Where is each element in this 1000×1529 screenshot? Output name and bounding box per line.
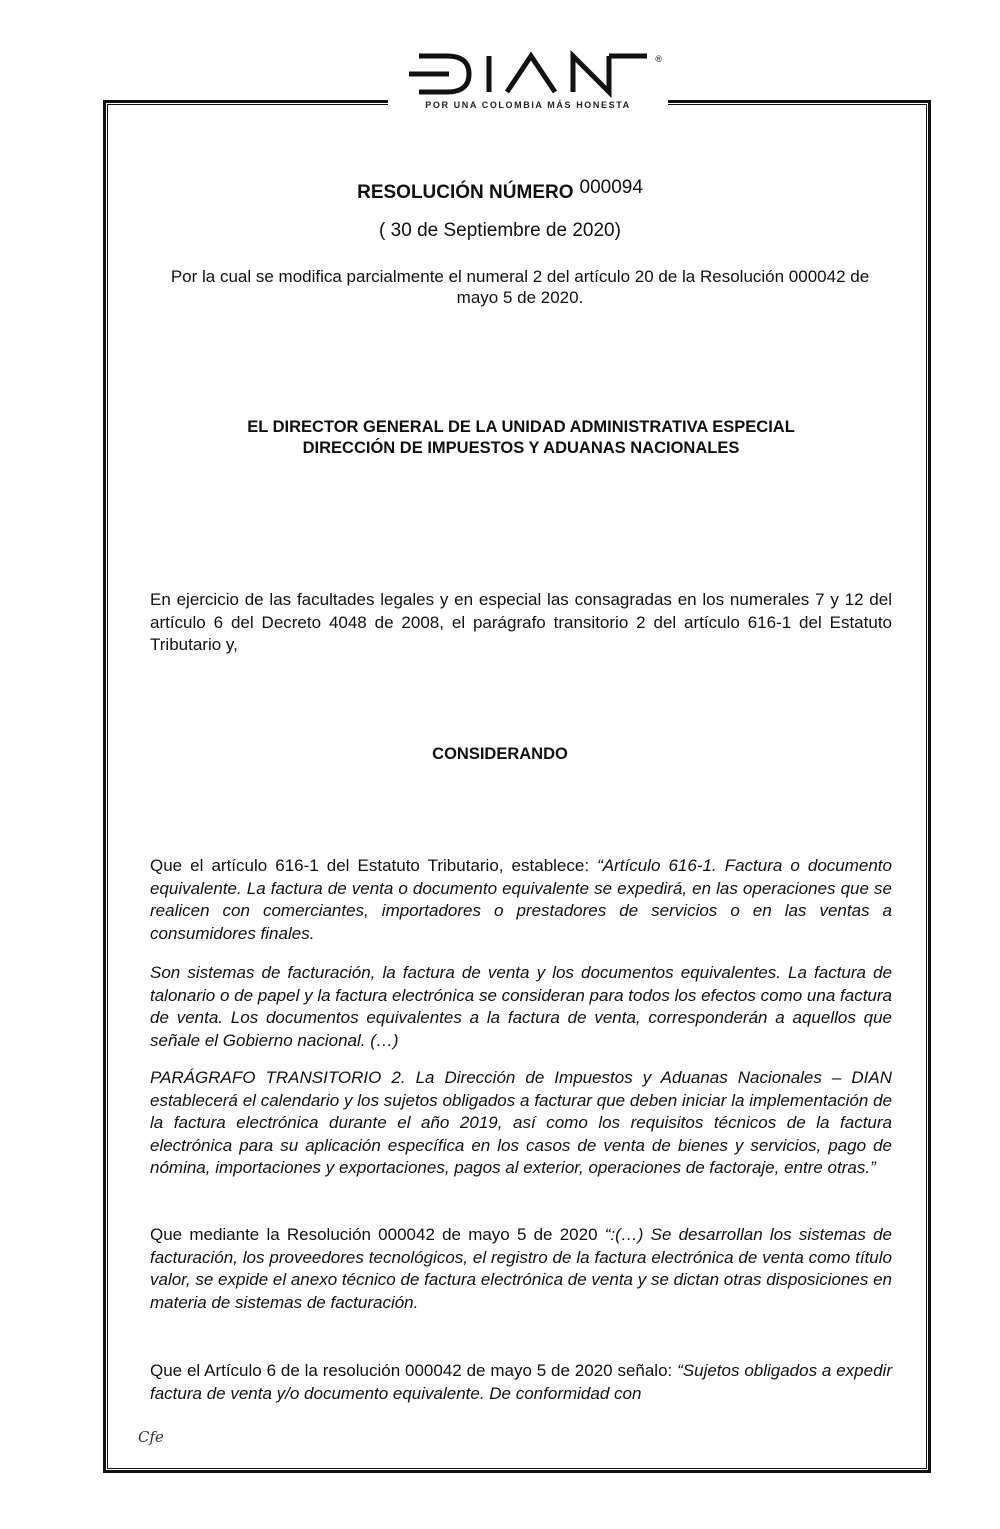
paragraph-1-quote: “Artículo 616-1. Factura o documento equivalente. La factura de venta o documento equivalente se expedirá, en las operaciones que se realicen con comerciantes, importadores o prestadores de servicios o en las ventas a consumidores finales. [150, 856, 892, 943]
paragraph-5-text: Que el Artículo 6 de la resolución 000042 de mayo 5 de 2020 señalo: [150, 1361, 678, 1380]
paragraph-5 [150, 1360, 892, 1405]
dian-logo [388, 50, 668, 130]
issuing-authority [150, 417, 892, 459]
resolution-number: 000094 [579, 177, 643, 198]
resolution-title [0, 177, 1000, 204]
resolution-date: ( 30 de Septiembre de 2020) [379, 220, 621, 241]
resolution-subtitle: Por la cual se modifica parcialmente el numeral 2 del artículo 20 de la Resolución 000042 de mayo 5 de 2020. [170, 267, 870, 307]
paragraph-4 [150, 1224, 892, 1314]
dian-wordmark [403, 50, 653, 98]
paragraph-1 [150, 855, 892, 945]
paragraph-5-quote: “Sujetos obligados a expedir factura de venta y/o documento equivalente. De conformidad con [150, 1361, 892, 1403]
signature-initials: Cfe [138, 1428, 164, 1446]
paragraph-1-text: Que el artículo 616-1 del Estatuto Tributario, establece: [150, 856, 598, 875]
considerando-heading: CONSIDERANDO [432, 745, 568, 763]
paragraph-3-quote: PARÁGRAFO TRANSITORIO 2. La Dirección de Impuestos y Aduanas Nacionales – DIAN establecerá el calendario y los sujetos obligados a facturar que deben iniciar la implementación de la factura electrónica durante el año 2019, así como los requisitos técnicos de la factura electrónica para su aplicación específica en los casos de venta de bienes y servicios, pago de nómina, importaciones y exportaciones, pagos al exterior, operaciones de factoraje, entre otras.” [150, 1068, 892, 1177]
paragraph-3 [150, 1067, 892, 1180]
logo-tagline: POR UNA COLOMBIA MÁS HONESTA [425, 100, 631, 110]
exercise-paragraph: En ejercicio de las facultades legales y en especial las consagradas en los numerales 7 y 12 del artículo 6 del Decreto 4048 de 2008, el parágrafo transitorio 2 del artículo 616-1 del Estatuto Tributario y, [150, 590, 892, 654]
resolution-label: RESOLUCIÓN NÚMERO [357, 182, 574, 203]
paragraph-2-quote: Son sistemas de facturación, la factura de venta y los documentos equivalentes. La factura de talonario o de papel y la factura electrónica se consideran para todos los efectos como una factura de venta. Los documentos equivalentes a la factura de venta, corresponderán a aquellos que señale el Gobierno nacional. (…) [150, 963, 892, 1050]
paragraph-4-text: Que mediante la Resolución 000042 de mayo 5 de 2020 [150, 1225, 605, 1244]
authority-line-1: EL DIRECTOR GENERAL DE LA UNIDAD ADMINISTRATIVA ESPECIAL [247, 418, 795, 436]
paragraph-4-quote: “:(…) Se desarrollan los sistemas de facturación, los proveedores tecnológicos, el registro de la factura electrónica de venta como título valor, se expide el anexo técnico de factura electrónica de venta y se dictan otras disposiciones en materia de sistemas de facturación. [150, 1225, 892, 1312]
authority-line-2: DIRECCIÓN DE IMPUESTOS Y ADUANAS NACIONALES [302, 439, 740, 457]
registered-mark: ® [655, 54, 662, 64]
paragraph-2 [150, 962, 892, 1052]
